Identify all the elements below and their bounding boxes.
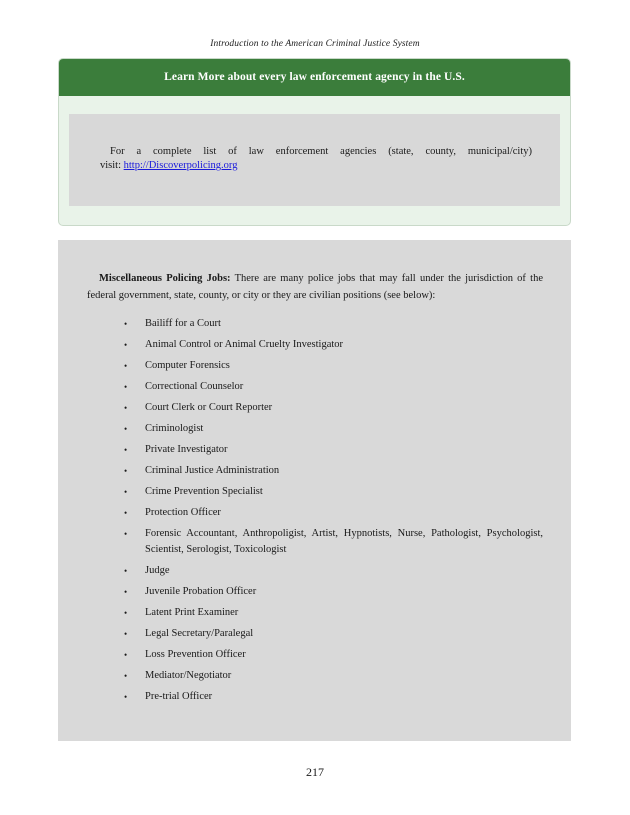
list-item: • Crime Prevention Specialist <box>87 484 543 500</box>
list-item: • Private Investigator <box>87 442 543 458</box>
callout-body <box>69 114 560 206</box>
bullet-icon: • <box>124 487 128 497</box>
list-item: • Court Clerk or Court Reporter <box>87 400 543 416</box>
bullet-icon: • <box>124 529 128 539</box>
intro-term: Miscellaneous Policing Jobs: <box>99 273 231 284</box>
misc-policing-jobs-box <box>58 240 571 741</box>
discoverpolicing-link[interactable]: http://Discoverpolicing.org <box>123 160 238 171</box>
bullet-icon: • <box>124 424 128 434</box>
intro-paragraph <box>87 270 543 304</box>
list-item: • Legal Secretary/Paralegal <box>87 626 543 642</box>
bullet-icon: • <box>124 692 128 702</box>
list-item: • Criminal Justice Administration <box>87 463 543 479</box>
list-item: • Bailiff for a Court <box>87 316 543 332</box>
bullet-icon: • <box>124 403 128 413</box>
list-item: • Latent Print Examiner <box>87 605 543 621</box>
bullet-icon: • <box>124 587 128 597</box>
intro-text: There are many police jobs that may fall under the jurisdiction of the federal government, state, county, or city or they are civilian positions (see below): <box>87 273 543 301</box>
bullet-icon: • <box>124 382 128 392</box>
page-number: 217 <box>306 765 324 779</box>
bullet-icon: • <box>124 508 128 518</box>
callout-visit-prefix: visit: <box>100 160 124 171</box>
bullet-icon: • <box>124 629 128 639</box>
learn-more-callout <box>58 58 571 226</box>
callout-visit-line <box>98 159 532 173</box>
callout-text: For a complete list of law enforcement agencies (state, county, municipal/city) <box>110 146 532 157</box>
bullet-icon: • <box>124 608 128 618</box>
job-list <box>87 316 543 705</box>
bullet-icon: • <box>124 466 128 476</box>
list-item: • Protection Officer <box>87 505 543 521</box>
bullet-icon: • <box>124 319 128 329</box>
list-item: • Animal Control or Animal Cruelty Investigator <box>87 337 543 353</box>
bullet-icon: • <box>124 650 128 660</box>
bullet-icon: • <box>124 566 128 576</box>
bullet-icon: • <box>124 671 128 681</box>
bullet-icon: • <box>124 361 128 371</box>
list-item: • Loss Prevention Officer <box>87 647 543 663</box>
list-item: • Pre-trial Officer <box>87 689 543 705</box>
list-item: • Computer Forensics <box>87 358 543 374</box>
list-item: • Juvenile Probation Officer <box>87 584 543 600</box>
list-item: • Mediator/Negotiator <box>87 668 543 684</box>
list-item: • Judge <box>87 563 543 579</box>
bullet-icon: • <box>124 445 128 455</box>
bullet-icon: • <box>124 340 128 350</box>
list-item: • Forensic Accountant, Anthropoligist, Artist, Hypnotists, Nurse, Pathologist, Psychologist, Scientist, Serologist, Toxicologist <box>124 528 543 555</box>
callout-title: Learn More about every law enforcement agency in the U.S. <box>59 59 570 96</box>
list-item: • Correctional Counselor <box>87 379 543 395</box>
list-item: • Criminologist <box>87 421 543 437</box>
running-header: Introduction to the American Criminal Justice System <box>210 39 420 49</box>
